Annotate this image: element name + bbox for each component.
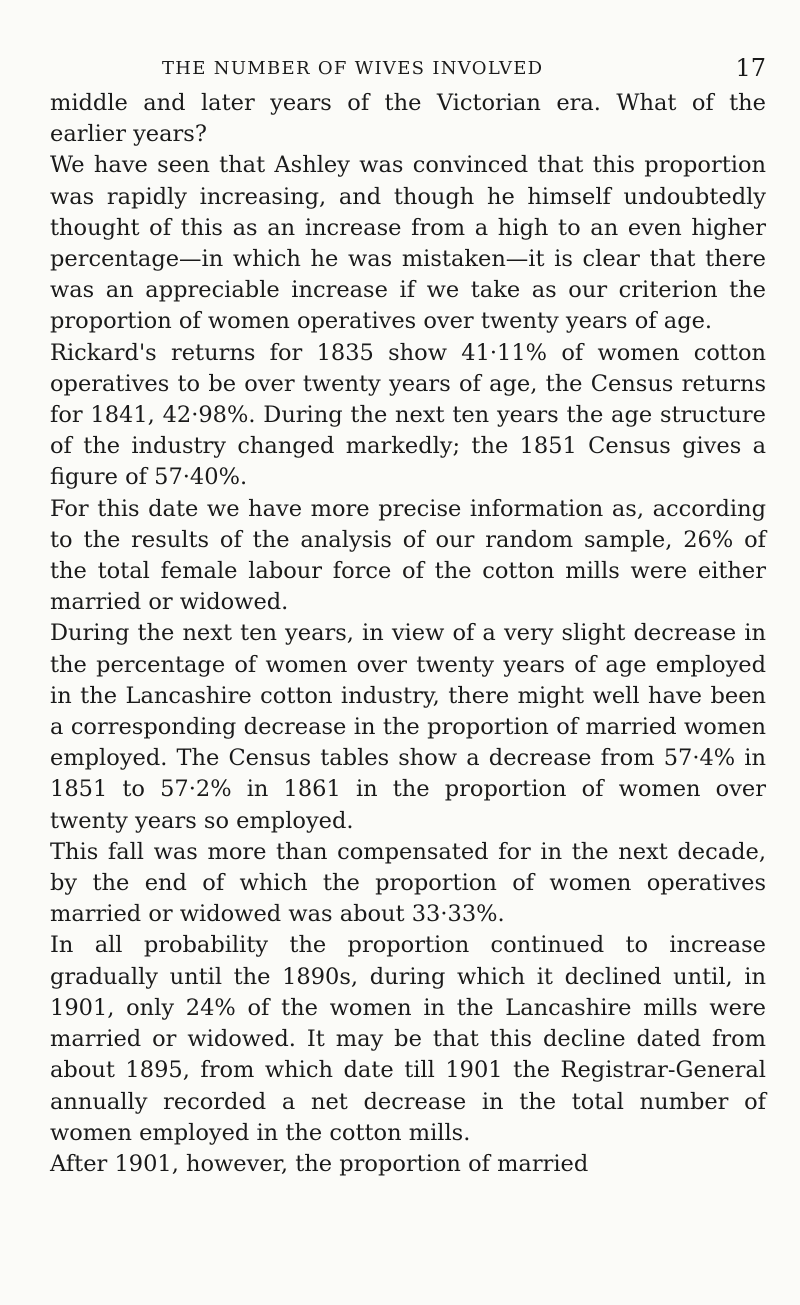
running-head: [50, 0, 766, 88]
paragraph-continuation: middle and later years of the Victorian era. What of the earlier years?: [50, 90, 766, 148]
paragraph-after-1901: After 1901, however, the proportion of married: [50, 1150, 589, 1177]
body-text: [50, 88, 766, 1180]
running-title: THE NUMBER OF WIVES INVOLVED: [162, 58, 544, 79]
page-number: 17: [735, 54, 766, 82]
paragraph-random-sample: For this date we have more precise information as, according to the results of the analysis of our random sample, 26% of the total female labour force of the cotton mills were either married or widowed.: [50, 495, 766, 616]
paragraph-rickard-returns: Rickard's returns for 1835 show 41·11% of women cotton operatives to be over twenty years of age, the Census returns for 1841, 42·98%. During the next ten years the age structure of the industry changed markedly; the 1851 Census gives a figure of 57·40%.: [50, 339, 766, 491]
paragraph-decline-1890s: In all probability the proportion continued to increase gradually until the 1890s, during which it declined until, in 1901, only 24% of the women in the Lancashire mills were married or widowed. It may be that this decline dated from about 1895, from which date till 1901 the Registrar-General annually recorded a net decrease in the total number of women employed in the cotton mills.: [50, 932, 766, 1146]
book-page: [50, 0, 766, 1180]
paragraph-census-decrease: During the next ten years, in view of a very slight decrease in the percentage of women over twenty years of age employed in the Lancashire cotton industry, there might well have been a corresponding decrease in the proportion of married women employed. The Census tables show a decrease from 57·4% in 1851 to 57·2% in 1861 in the proportion of women over twenty years so employed.: [50, 620, 766, 834]
paragraph-ashley: We have seen that Ashley was convinced that this proportion was rapidly increasing, and though he himself undoubtedly thought of this as an increase from a high to an even higher percentage—in which he was mistaken—it is clear that there was an appreciable increase if we take as our criterion the proportion of women operatives over twenty years of age.: [50, 152, 766, 335]
paragraph-compensated-fall: This fall was more than compensated for in the next decade, by the end of which the proportion of women operatives married or widowed was about 33·33%.: [50, 838, 766, 928]
